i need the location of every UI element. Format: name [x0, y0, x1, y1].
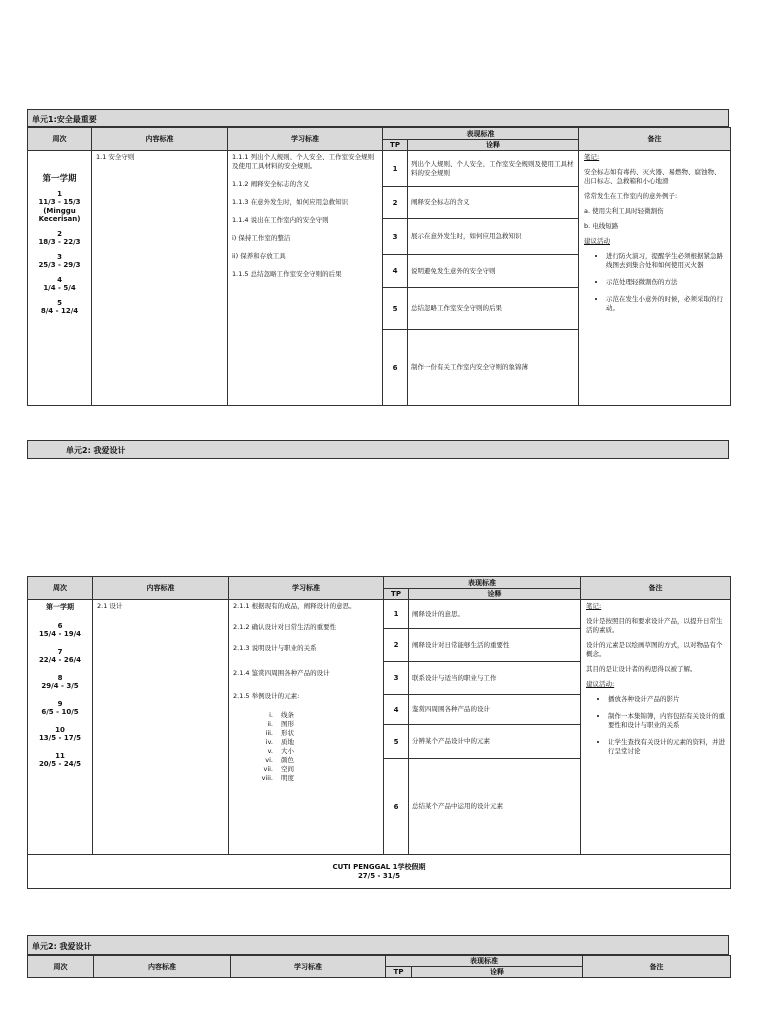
header-kandungan: 内容标准 [94, 956, 231, 978]
element-label: 空间 [281, 765, 294, 773]
notes-paragraph: 设计是按照目的和要求设计产品，以提升日常生活的素质。 [586, 617, 723, 634]
tp-level: 6 [383, 330, 408, 406]
learning-standard-item: 2.1.4 鉴赏四周围各种产品的设计 [233, 669, 330, 677]
week-group [28, 752, 92, 769]
activity-list [584, 252, 725, 313]
week-range: 22/4 - 26/4 [38, 656, 82, 664]
element-numeral: i. [269, 711, 273, 719]
learning-standards [228, 151, 383, 406]
week-range: 15/4 - 19/4 [38, 630, 82, 638]
unit2-table [27, 576, 731, 889]
header-minggu: 周次 [28, 128, 92, 151]
tp-description: 总结忽略工作室安全守则的后果 [408, 288, 579, 330]
notes-paragraph: 安全标志如有毒药、灭火器、易燃物、腐蚀物、出口标志、急救箱和小心地滑 [584, 168, 721, 185]
activity-item: • 示范在发生小意外的时候，必须采取的行动。 [606, 295, 725, 313]
week-number: 4 [57, 275, 62, 284]
week-group [28, 622, 92, 639]
week-range: 11/3 - 15/3 [38, 198, 81, 206]
tp-level: 5 [383, 288, 408, 330]
design-element [233, 747, 379, 756]
week-range: 18/3 - 22/3 [38, 238, 81, 246]
notes-heading: 笔记: [584, 153, 600, 161]
header-minggu: 周次 [28, 577, 93, 600]
design-element [233, 756, 379, 765]
header-tp: TP [386, 967, 412, 978]
week-range: 25/3 - 29/3 [38, 261, 81, 269]
activity-item: • 让学生查找有关设计的元素的资料，并进行呈堂讨论 [608, 738, 725, 756]
learning-standard-item: 2.1.1 根据现有的成品，阐释设计的意思。 [233, 602, 356, 610]
activity-item: • 进行防火演习，提醒学生必须根据紧急路线图去到集合处和如何使用灭火器 [606, 252, 725, 270]
week-group [28, 230, 91, 247]
unit1-title: 单元1:安全最重要 [32, 115, 97, 124]
week-number: 8 [57, 673, 63, 682]
holiday-label: CUTI PENGGAL 1学校假期 [332, 862, 426, 871]
activity-heading: 建议活动: [586, 680, 615, 688]
element-numeral: iii. [265, 729, 273, 737]
element-label: 线条 [281, 711, 294, 719]
tp-level: 1 [384, 600, 409, 629]
design-elements-list [233, 711, 379, 783]
week-group [28, 276, 91, 293]
tp-level: 5 [384, 725, 409, 759]
header-prestasi: 表现标准 [386, 956, 583, 967]
header-minggu: 周次 [28, 956, 94, 978]
week-range: 20/5 - 24/5 [38, 760, 82, 768]
unit1-title-bar [27, 109, 729, 127]
notes-paragraph: 常常发生在工作室内的意外例子: [584, 192, 678, 200]
header-kandungan: 内容标准 [92, 128, 228, 151]
holiday-dates: 27/5 - 31/5 [357, 871, 401, 880]
week-number: 6 [57, 621, 63, 630]
learning-standard-item: 1.1.1 列出个人规则、个人安全、工作室安全规则及使用工具材料的安全规则。 [232, 153, 375, 170]
tp-level: 4 [384, 695, 409, 725]
week-number: 9 [57, 699, 63, 708]
unit1-notes [579, 151, 731, 406]
header-prestasi: 表现标准 [384, 577, 581, 589]
unit1-weeks-cell [28, 151, 92, 406]
unit2b-title: 单元2: 我爱设计 [32, 942, 92, 951]
header-tafsiran: 诠释 [408, 140, 579, 151]
unit2-title: 单元2: 我爱设计 [66, 446, 126, 455]
unit1-table [27, 127, 731, 406]
notes-paragraph: 其目的是让设计者的构思得以被了解。 [586, 665, 697, 673]
week-number: 2 [57, 229, 62, 238]
element-label: 颜色 [281, 756, 294, 764]
design-element [233, 720, 379, 729]
header-pembelajaran: 学习标准 [229, 577, 384, 600]
week-number: 1 [57, 189, 62, 198]
week-range: 1/4 - 5/4 [43, 284, 76, 292]
unit2b-title-bar [27, 935, 729, 955]
header-tafsiran: 诠释 [412, 967, 583, 978]
week-range: 13/5 - 17/5 [38, 734, 82, 742]
week-number: 7 [57, 647, 63, 656]
content-standard: 1.1 安全守则 [92, 151, 228, 406]
week-group [28, 700, 92, 717]
element-numeral: ii. [267, 720, 273, 728]
week-group [28, 726, 92, 743]
week-range: 6/5 - 10/5 [41, 708, 79, 716]
element-label: 形状 [281, 729, 294, 737]
design-element [233, 774, 379, 783]
header-prestasi: 表现标准 [383, 128, 579, 140]
tp-level: 1 [383, 151, 408, 187]
learning-standard-item: 2.1.5 举例设计的元素: [233, 692, 300, 700]
learning-standard-item: 1.1.2 阐释安全标志的含义 [232, 180, 310, 188]
semester-label: 第一学期 [46, 603, 74, 611]
activity-list [586, 695, 725, 756]
week-range: 8/4 - 12/4 [40, 307, 79, 315]
header-catatan: 备注 [581, 577, 731, 600]
header-catatan: 备注 [583, 956, 731, 978]
learning-standard-item: 1.1.3 在意外发生时，如何应用急救知识 [232, 198, 349, 206]
unit2-weeks-cell [28, 600, 93, 855]
element-numeral: v. [267, 747, 273, 755]
tp-level: 2 [383, 187, 408, 219]
notes-heading: 笔记: [586, 602, 602, 610]
semester-label: 第一学期 [42, 174, 77, 184]
design-element [233, 711, 379, 720]
notes-paragraph: a. 使用尖利工具时轻微割伤 [584, 207, 664, 215]
week-number: 5 [57, 298, 62, 307]
header-kandungan: 内容标准 [93, 577, 229, 600]
tp-level: 2 [384, 629, 409, 662]
element-label: 质地 [281, 738, 294, 746]
activity-heading: 建议活动 [584, 237, 610, 245]
tp-level: 3 [384, 662, 409, 695]
design-element [233, 729, 379, 738]
unit2-title-bar [27, 440, 729, 459]
element-numeral: vii. [263, 765, 273, 773]
learning-standard-item: ii) 保养和存放工具 [232, 252, 286, 260]
element-numeral: viii. [261, 774, 273, 782]
element-label: 明度 [281, 774, 294, 782]
notes-paragraph: b. 电线短路 [584, 222, 619, 230]
element-label: 图形 [281, 720, 294, 728]
tp-description: 分辨某个产品设计中的元素 [409, 725, 581, 759]
tp-description: 联系设计与适当的职业与工作 [409, 662, 581, 695]
week-number: 3 [57, 252, 62, 261]
learning-standards [229, 600, 384, 855]
tp-description: 展示在意外发生时，如何应用急救知识 [408, 219, 579, 255]
activity-item: • 制作一本集锦簿，内容包括有关设计的重要性和设计与职业的关系 [608, 712, 725, 730]
tp-description: 鉴赏四周围各种产品的设计 [409, 695, 581, 725]
learning-standard-item: 2.1.2 确认设计对日常生活的重要性 [233, 623, 337, 631]
notes-paragraph: 设计的元素是以绘画草图的方式，以对物品有个概念。 [586, 641, 723, 658]
design-element [233, 738, 379, 747]
school-holiday-row [28, 855, 731, 889]
week-group [28, 648, 92, 665]
header-tp: TP [383, 140, 408, 151]
tp-description: 列出个人规则、个人安全、工作室安全规则及使用工具材料的安全规则 [408, 151, 579, 187]
element-label: 大小 [281, 747, 294, 755]
tp-description: 阐释设计对日常能够生活的重要性 [409, 629, 581, 662]
header-tp: TP [384, 589, 409, 600]
week-group [28, 674, 92, 691]
learning-standard-item: 1.1.4 说出在工作室内的安全守则 [232, 216, 329, 224]
header-catatan: 备注 [579, 128, 731, 151]
tp-description: 说明避免发生意外的安全守则 [408, 255, 579, 288]
content-standard: 2.1 设计 [93, 600, 229, 855]
header-pembelajaran: 学习标准 [228, 128, 383, 151]
header-pembelajaran: 学习标准 [231, 956, 386, 978]
week-group [28, 299, 91, 316]
week-number: 11 [55, 751, 65, 760]
week-number: 10 [55, 725, 65, 734]
week-range: 29/4 - 3/5 [41, 682, 79, 690]
header-tafsiran: 诠释 [409, 589, 581, 600]
activity-item: • 播放各种设计产品的影片 [608, 695, 725, 704]
element-numeral: iv. [265, 738, 273, 746]
tp-level: 4 [383, 255, 408, 288]
unit2-notes [581, 600, 731, 855]
tp-description: 总结某个产品中运用的设计元素 [409, 759, 581, 855]
learning-standard-item: i) 保持工作室的整洁 [232, 234, 291, 242]
tp-description: 制作一份有关工作室内安全守则的象锦薄 [408, 330, 579, 406]
tp-description: 阐释安全标志的含义 [408, 187, 579, 219]
learning-standard-item: 1.1.5 总结忽略工作室安全守则的后果 [232, 270, 342, 278]
element-numeral: vi. [265, 756, 273, 764]
tp-level: 3 [383, 219, 408, 255]
tp-description: 阐释设计的意思。 [409, 600, 581, 629]
unit2b-table-header [27, 955, 731, 978]
week-group [28, 253, 91, 270]
week-group [28, 190, 91, 224]
activity-item: • 示范处理轻微割伤的方法 [606, 278, 725, 287]
tp-level: 6 [384, 759, 409, 855]
design-element [233, 765, 379, 774]
week-extra: (Minggu Kecerisan) [38, 206, 81, 223]
learning-standard-item: 2.1.3 说明设计与职业的关系 [233, 644, 317, 652]
